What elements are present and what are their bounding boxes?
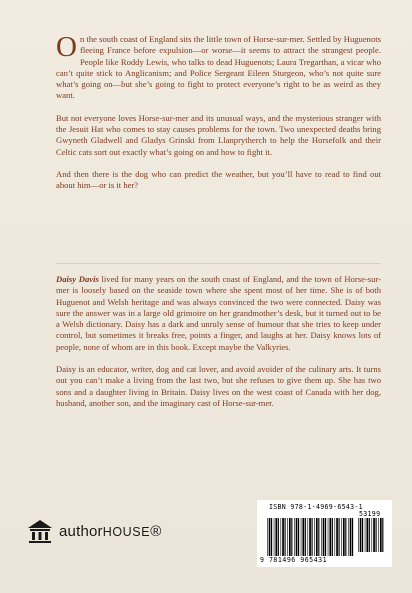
barcode-bar: [366, 518, 368, 552]
barcode-bar: [275, 518, 277, 556]
barcode-bar: [335, 518, 336, 556]
barcode-bar: [294, 518, 295, 556]
barcode-bar: [285, 518, 286, 556]
barcode-bar: [281, 518, 282, 556]
barcode-bar: [267, 518, 268, 556]
barcode-bar: [380, 518, 382, 552]
blurb-paragraph-1: [56, 31, 381, 102]
barcode-bar: [301, 518, 302, 556]
barcode-bar: [329, 518, 331, 556]
bio-paragraph-1: [56, 274, 381, 353]
drop-cap: O: [56, 31, 77, 63]
registered-mark: ®: [150, 522, 162, 540]
house-columns-icon: [27, 518, 53, 544]
isbn-label: ISBN 978-1-4969-6543-1: [269, 503, 363, 511]
barcode-bar: [308, 518, 309, 556]
barcode-bar: [332, 518, 333, 556]
isbn-barcode: [257, 500, 392, 567]
blurb-paragraph-3: And then there is the dog who can predict the weather, but you’ll have to read to find out about him—or is it her?: [56, 168, 381, 191]
barcode-bar: [358, 518, 359, 552]
barcode-bar: [372, 518, 373, 552]
barcode-bar: [291, 518, 292, 556]
publisher-name-part1: author: [59, 522, 103, 540]
barcode-bar: [309, 518, 311, 556]
barcode-bar: [360, 518, 362, 552]
ean-digits: 9 781496 965431: [260, 556, 328, 564]
blurb-paragraph-1-text: n the south coast of England sits the little town of Horse-sur-mer. Settled by Huguenots fleeing France before expulsion—or worse—it seems to attract the strangest people. People like Roddy Lewis, who talks to dead Huguenots; Laura Tregarthan, a vicar who can’t quite stick to Anglicanism; and Police Sergeant Eileen Sturgeon, who’s not quite sure what’s going on—but she’s going to fight to protect everyone’s right to be as weird as they want.: [56, 34, 381, 101]
barcode-bar: [269, 518, 271, 556]
barcode-bar: [274, 518, 275, 556]
book-blurb: [56, 31, 381, 203]
author-name: Daisy Davis: [56, 274, 99, 284]
bio-paragraph-1-text: lived for many years on the south coast of England, and the town of Horse-sur-mer is loosely based on the seaside town where she spent most of her time. She is of both Huguenot and Welsh heritage and was always convinced the two were connected. Daisy was sure the answer was in a large old grimoire on her grandmother’s desk, but it turned out to be a Welsh dictionary. Daisy has a dark and unruly sense of humour that she tries to keep under control, but sometimes it breaks free, points a finger, and laughs at her. Daisy knows lots of people, none of whom are in this book. Except maybe the Valkyries.: [56, 274, 381, 352]
barcode-bar: [352, 518, 353, 556]
bio-paragraph-2: Daisy is an educator, writer, dog and cat lover, and avoid avoider of the culinary arts. It turns out you can’t make a living from the last two, but she refuses to give them up. She has two sons and a daughter living in Britain. Daisy lives on the west coast of Canada with her dog, husband, another son, and the imaginary cast of Horse-sur-mer.: [56, 364, 381, 408]
barcode-bar: [289, 518, 291, 556]
barcode-bar: [305, 518, 306, 556]
publisher-logo: [27, 518, 161, 544]
barcode-bar: [296, 518, 298, 556]
barcode-bar: [318, 518, 319, 556]
barcode-bar: [287, 518, 288, 556]
publisher-name: [59, 523, 161, 540]
section-divider: [56, 263, 381, 264]
barcode-bar: [323, 518, 325, 556]
barcode-bar: [312, 518, 313, 556]
barcode-bar: [343, 518, 345, 556]
barcode-bar: [271, 518, 272, 556]
barcode-bar: [339, 518, 340, 556]
addon-barcode-bars: [358, 518, 386, 552]
blurb-paragraph-2: But not everyone loves Horse-sur-mer and its unusual ways, and the mysterious stranger with the Jesuit Hat who comes to stay causes problems for the town. Two unexpected deaths bring Gwyneth Gladwell and Gladys Grinski from Llanprytherch to help the Horsefolk and their Celtic cats sort out exactly what’s going on and how to fight it.: [56, 112, 381, 157]
barcode-bar: [382, 518, 383, 552]
barcode-bar: [348, 518, 349, 556]
barcode-bar: [365, 518, 366, 552]
barcode-bar: [328, 518, 329, 556]
barcode-bar: [345, 518, 346, 556]
barcode-bar: [314, 518, 315, 556]
barcode-bar: [278, 518, 279, 556]
ean-barcode-bars: [267, 518, 355, 556]
barcode-bar: [282, 518, 284, 556]
barcode-bar: [376, 518, 377, 552]
barcode-bar: [321, 518, 322, 556]
price-code: 53199: [359, 510, 381, 518]
barcode-bar: [298, 518, 299, 556]
barcode-bar: [316, 518, 318, 556]
barcode-bar: [341, 518, 342, 556]
barcode-bar: [336, 518, 338, 556]
barcode-bar: [325, 518, 326, 556]
barcode-bar: [373, 518, 375, 552]
publisher-name-part2: HOUSE: [102, 524, 151, 539]
author-bio: [56, 274, 381, 420]
barcode-bar: [378, 518, 379, 552]
barcode-bar: [350, 518, 352, 556]
barcode-bar: [362, 518, 363, 552]
barcode-bar: [302, 518, 304, 556]
barcode-bar: [369, 518, 370, 552]
